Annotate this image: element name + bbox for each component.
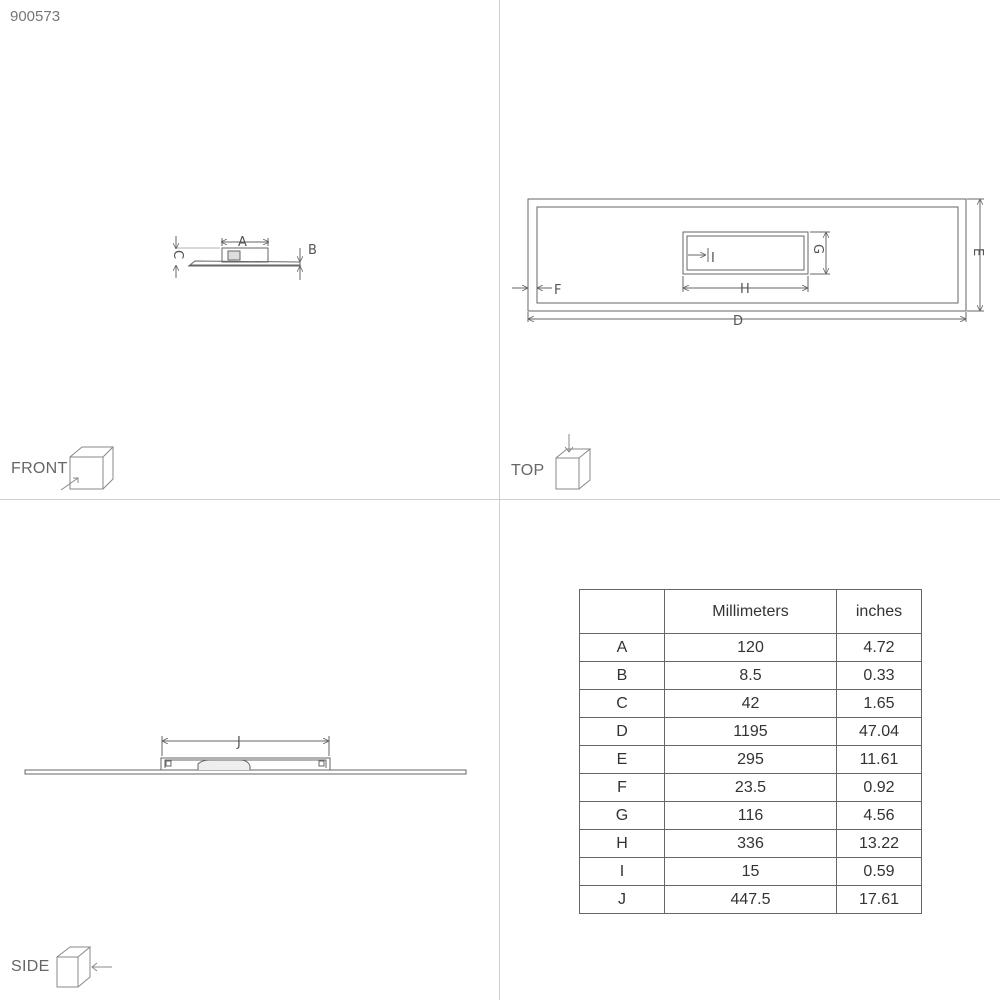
table-header-empty — [580, 590, 665, 634]
row-inches: 1.65 — [837, 690, 922, 718]
table-row — [580, 830, 922, 858]
dimensions-table — [579, 589, 922, 914]
top-dim-e-letter: E — [970, 248, 985, 257]
table-header-inches: inches — [837, 590, 922, 634]
table-header-millimeters: Millimeters — [665, 590, 837, 634]
row-mm: 42 — [665, 690, 837, 718]
row-inches: 0.59 — [837, 858, 922, 886]
table-row — [580, 774, 922, 802]
row-mm: 295 — [665, 746, 837, 774]
row-inches: 0.92 — [837, 774, 922, 802]
table-row — [580, 662, 922, 690]
front-dim-c-letter: C — [170, 250, 185, 260]
table-row — [580, 690, 922, 718]
row-mm: 1195 — [665, 718, 837, 746]
row-label: G — [580, 802, 665, 830]
row-inches: 13.22 — [837, 830, 922, 858]
side-cube-icon — [57, 947, 112, 987]
front-dim-a-letter: A — [238, 235, 247, 250]
table-row — [580, 802, 922, 830]
row-label: I — [580, 858, 665, 886]
row-inches: 17.61 — [837, 886, 922, 914]
row-inches: 11.61 — [837, 746, 922, 774]
front-dim-b-letter: B — [308, 243, 317, 258]
row-mm: 447.5 — [665, 886, 837, 914]
table-row — [580, 886, 922, 914]
side-view-drawing — [25, 736, 466, 774]
row-mm: 8.5 — [665, 662, 837, 690]
row-inches: 4.72 — [837, 634, 922, 662]
table-row — [580, 718, 922, 746]
front-cube-icon — [61, 447, 113, 490]
top-dim-d-letter: D — [733, 314, 744, 329]
side-dim-j-letter: J — [237, 735, 241, 750]
row-mm: 23.5 — [665, 774, 837, 802]
row-mm: 336 — [665, 830, 837, 858]
top-dim-h-letter: H — [740, 282, 750, 297]
row-label: D — [580, 718, 665, 746]
row-inches: 0.33 — [837, 662, 922, 690]
top-view-label: TOP — [511, 462, 545, 479]
top-dim-f-letter: F — [554, 283, 562, 298]
row-label: H — [580, 830, 665, 858]
row-label: F — [580, 774, 665, 802]
row-inches: 4.56 — [837, 802, 922, 830]
product-code: 900573 — [10, 8, 61, 25]
row-label: A — [580, 634, 665, 662]
row-label: B — [580, 662, 665, 690]
top-view-drawing — [512, 199, 984, 322]
top-dim-g-letter: G — [810, 244, 825, 255]
top-dim-i-letter: I — [711, 251, 715, 266]
table-row — [580, 634, 922, 662]
row-label: C — [580, 690, 665, 718]
top-cube-icon — [556, 434, 590, 489]
table-row — [580, 746, 922, 774]
row-mm: 120 — [665, 634, 837, 662]
row-label: E — [580, 746, 665, 774]
row-mm: 15 — [665, 858, 837, 886]
row-mm: 116 — [665, 802, 837, 830]
table-header-row — [580, 590, 922, 634]
side-view-label: SIDE — [11, 958, 50, 975]
front-view-label: FRONT — [11, 460, 68, 477]
table-row — [580, 858, 922, 886]
row-inches: 47.04 — [837, 718, 922, 746]
row-label: J — [580, 886, 665, 914]
